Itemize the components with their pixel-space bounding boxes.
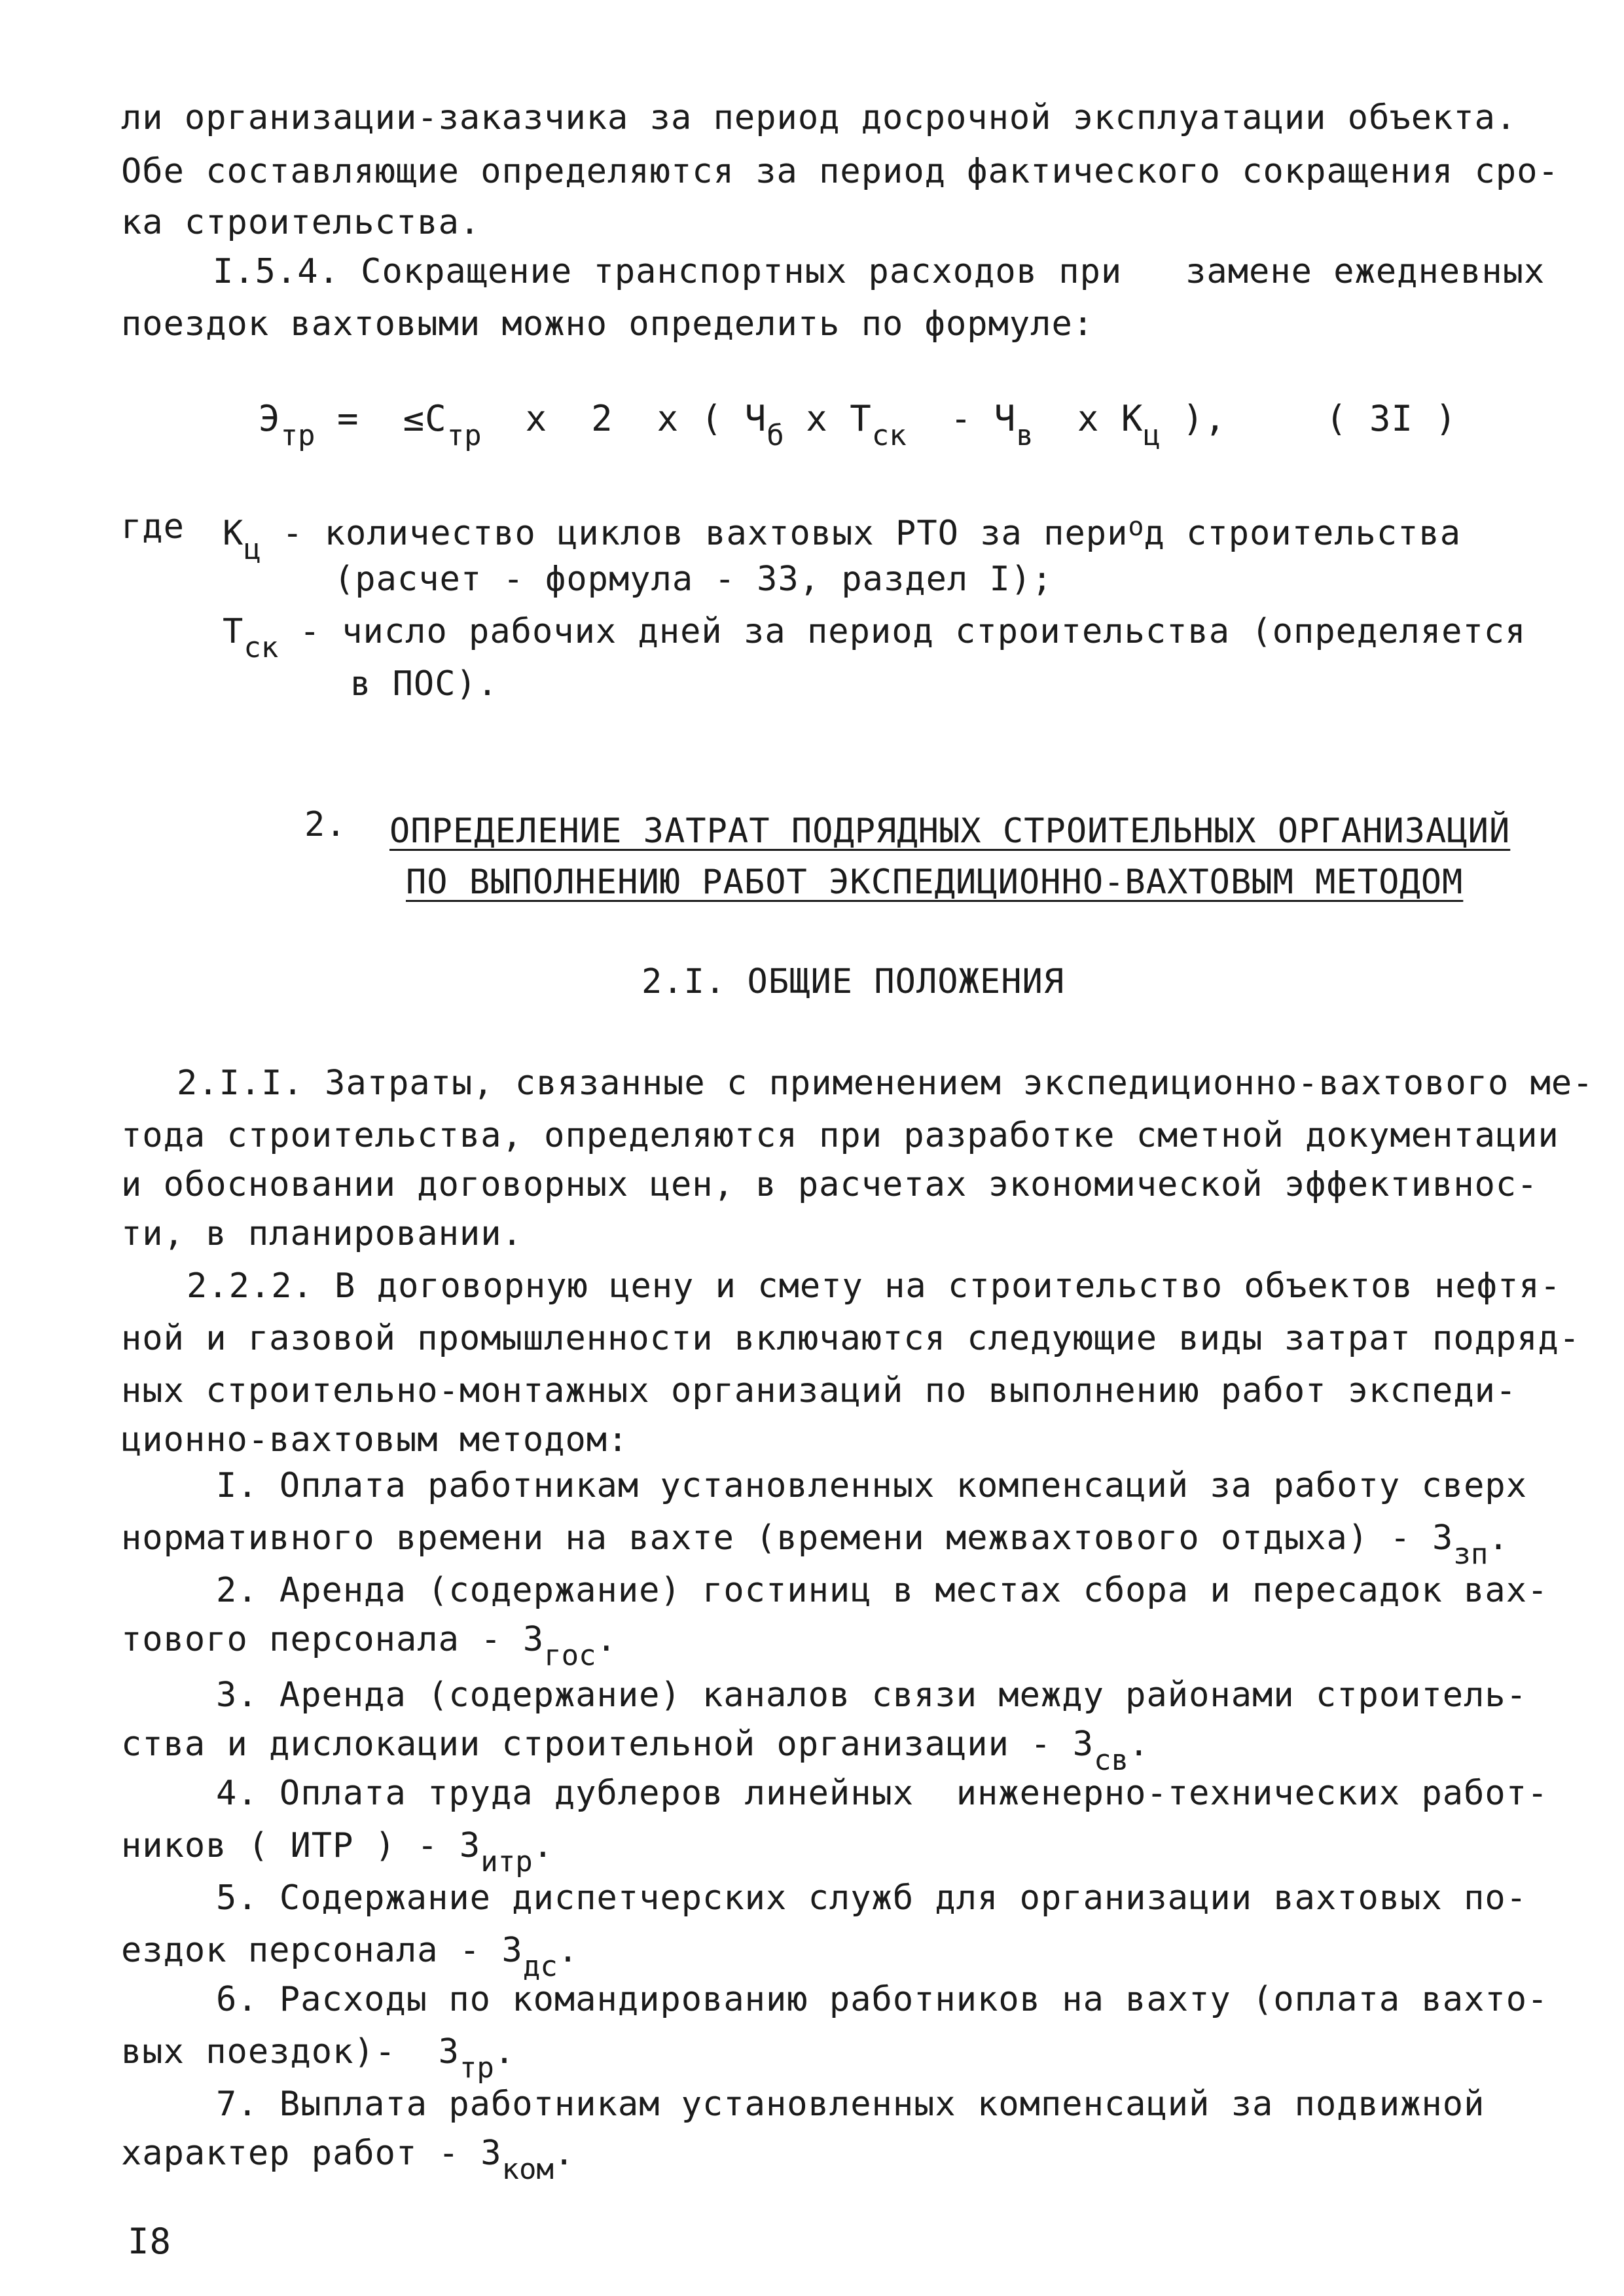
list-item	[121, 1518, 1509, 1574]
list-item: 6. Расходы по командированию работников на вахту (оплата вахто-	[216, 1980, 1549, 2019]
formula-text: х К	[1033, 398, 1144, 439]
formula-subscript: дс	[522, 1950, 558, 1983]
text-line: (расчет - формула - 33, раздел I);	[334, 560, 1053, 599]
text-line: ных строительно-монтажных организаций по выполнению работ экспеди-	[121, 1371, 1517, 1410]
punctuation: .	[596, 1620, 617, 1659]
section-number: 2.	[304, 805, 347, 844]
formula-number: ( 3I )	[1326, 398, 1458, 439]
text-line: - количество циклов вахтовых РТО за пери	[261, 514, 1128, 553]
formula-symbol: Э	[259, 398, 281, 439]
formula-subscript: тр	[446, 419, 482, 452]
section-title: ПО ВЫПОЛНЕНИЮ РАБОТ ЭКСПЕДИЦИОННО-ВАХТОВЫМ МЕТОДОМ	[406, 863, 1464, 902]
formula-subscript: ком	[501, 2153, 554, 2186]
text-line: ездок персонала - З	[121, 1931, 523, 1970]
list-item	[121, 1725, 1149, 1780]
text-line: тода строительства, определяются при разработке сметной документации	[121, 1116, 1559, 1155]
text-line: д строительства	[1144, 514, 1462, 553]
formula-subscript: тр	[280, 419, 316, 452]
list-item	[121, 1931, 579, 1986]
list-item: 5. Содержание диспетчерских служб для организации вахтовых по-	[216, 1878, 1528, 1918]
text-line: ников ( ИТР ) - З	[121, 1826, 481, 1865]
formula-symbol: Т	[223, 612, 244, 651]
page-number: I8	[128, 2221, 172, 2262]
list-item	[121, 2032, 515, 2088]
list-item	[121, 2134, 575, 2189]
formula-subscript: зп	[1453, 1537, 1489, 1571]
formula-subscript: б	[767, 419, 784, 452]
text-line: ли организации-заказчика за период досрочной эксплуатации объекта.	[121, 98, 1517, 137]
formula-text: ),	[1160, 398, 1227, 439]
list-item: I. Оплата работникам установленных компенсаций за работу сверх	[216, 1466, 1528, 1505]
formula-subscript: тр	[459, 2051, 494, 2085]
formula-subscript: итр	[480, 1845, 533, 1878]
section-title: ОПРЕДЕЛЕНИЕ ЗАТРАТ ПОДРЯДНЫХ СТРОИТЕЛЬНЫХ ОРГАНИЗАЦИЙ	[389, 812, 1511, 851]
sum-symbol: ≤	[403, 398, 425, 439]
punctuation: .	[1128, 1725, 1150, 1764]
text-line: Сокращение транспортных расходов при замене ежедневных	[339, 252, 1545, 291]
list-item	[121, 1620, 617, 1676]
formula-operator: =	[315, 398, 403, 439]
punctuation: .	[494, 2032, 516, 2072]
list-item: 2. Аренда (содержание) гостиниц в местах сбора и пересадок вах-	[216, 1571, 1549, 1610]
subsection-title: 2.I. ОБЩИЕ ПОЛОЖЕНИЯ	[641, 962, 1065, 1001]
text-line: ной и газовой промышленности включаются следующие виды затрат подряд-	[121, 1319, 1581, 1358]
formula-subscript: ц	[1143, 419, 1161, 452]
text-line: Обе составляющие определяются за период фактического сокращения сро-	[121, 152, 1559, 191]
formula-subscript: ц	[244, 533, 261, 566]
text-line: вых поездок)- З	[121, 2032, 460, 2072]
text-line: 2.I.I. Затраты, связанные с применением экспедиционно-вахтового ме-	[177, 1064, 1594, 1103]
definition-t	[223, 612, 1526, 668]
formula-text: - Ч	[906, 398, 1017, 439]
formula-subscript: св	[1094, 1744, 1129, 1777]
formula-text: х 2 х ( Ч	[481, 398, 767, 439]
text-line: нормативного времени на вахте (времени межвахтового отдыха) - З	[121, 1518, 1454, 1558]
text-line: в ПОС).	[350, 664, 499, 704]
clause-number: I.5.4.	[213, 252, 340, 291]
superscript: о	[1128, 512, 1144, 542]
where-label: где	[121, 507, 185, 547]
punctuation: .	[554, 2134, 575, 2173]
punctuation: .	[532, 1826, 554, 1865]
text-line: ка строительства.	[121, 203, 481, 242]
formula-subscript: ск	[871, 419, 907, 452]
paragraph-1-5-4	[213, 252, 1545, 291]
formula-subscript: в	[1016, 419, 1034, 452]
list-item: 3. Аренда (содержание) каналов связи между районами строитель-	[216, 1676, 1528, 1715]
formula-subscript: гос	[544, 1639, 596, 1672]
formula-symbol: С	[425, 398, 447, 439]
text-line: тового персонала - З	[121, 1620, 545, 1659]
formula-subscript: ск	[244, 631, 279, 664]
formula-31	[259, 399, 1226, 456]
list-item: 7. Выплата работникам установленных компенсаций за подвижной	[216, 2085, 1485, 2124]
text-line: характер работ - З	[121, 2134, 502, 2173]
text-line: 2.2.2. В договорную цену и смету на строительство объектов нефтя-	[187, 1266, 1561, 1306]
formula-text: х Т	[784, 398, 872, 439]
list-item: 4. Оплата труда дублеров линейных инженерно-технических работ-	[216, 1774, 1549, 1813]
punctuation: .	[1488, 1518, 1509, 1558]
text-line: поездок вахтовыми можно определить по формуле:	[121, 304, 1094, 344]
text-line: ти, в планировании.	[121, 1214, 523, 1253]
text-line: ционно-вахтовым методом:	[121, 1420, 629, 1460]
text-line: - число рабочих дней за период строительства (определяется	[278, 612, 1526, 651]
text-line: и обосновании договорных цен, в расчетах экономической эффективнос-	[121, 1165, 1538, 1204]
list-item	[121, 1826, 554, 1882]
text-line: ства и дислокации строительной организации - З	[121, 1725, 1094, 1764]
punctuation: .	[557, 1931, 579, 1970]
formula-symbol: К	[223, 514, 244, 553]
